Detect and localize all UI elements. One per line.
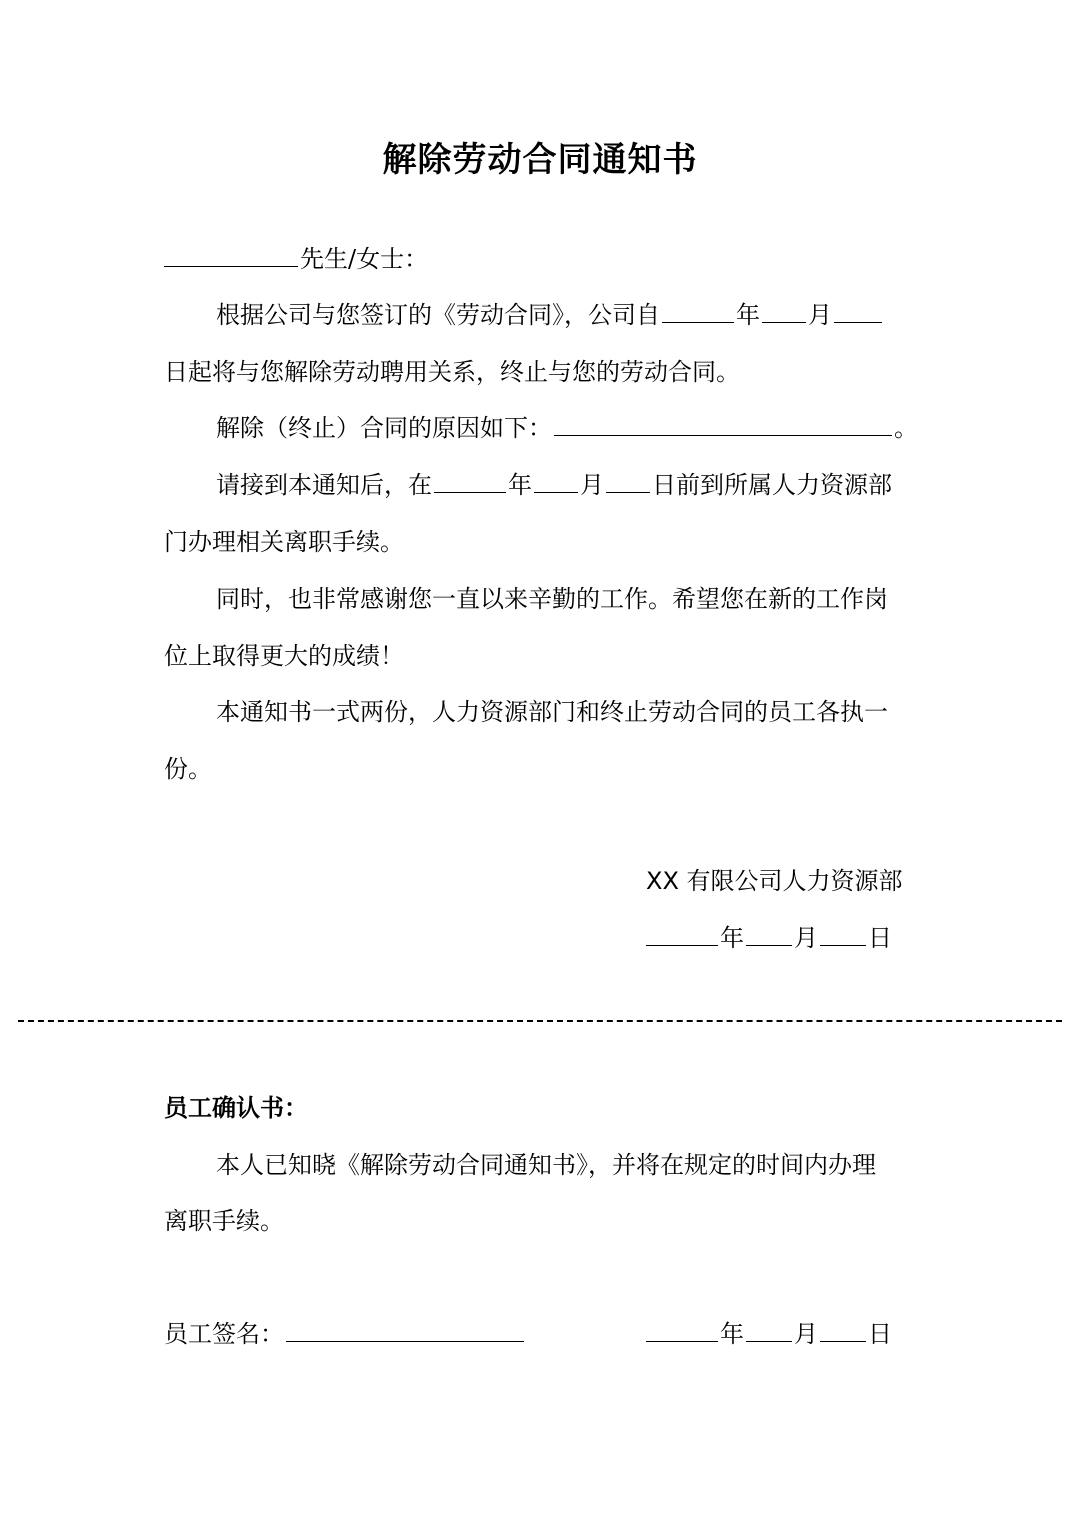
month-label: 月 [794, 1320, 818, 1348]
year-label: 年 [736, 301, 760, 329]
year-label: 年 [508, 471, 532, 499]
deadline-day-blank[interactable] [606, 468, 650, 493]
company-date [646, 921, 892, 955]
month-label: 月 [794, 924, 818, 952]
salutation-text: 先生/女士： [300, 245, 429, 273]
reason-label: 解除（终止）合同的原因如下： [216, 414, 552, 442]
notice-paragraph-3-line-1 [216, 468, 892, 502]
employee-month-blank[interactable] [746, 1317, 792, 1342]
document-title: 解除劳动合同通知书 [382, 140, 698, 180]
employee-day-blank[interactable] [820, 1317, 866, 1342]
company-signature [646, 864, 903, 898]
notice-paragraph-4-line-2: 位上取得更大的成绩！ [164, 642, 404, 670]
day-label: 日 [868, 1320, 892, 1348]
notice-paragraph-5-line-1: 本通知书一式两份，人力资源部门和终止劳动合同的员工各执一 [216, 698, 888, 726]
reason-blank[interactable] [554, 411, 892, 436]
notice-paragraph-5-line-2: 份。 [164, 755, 212, 783]
name-blank[interactable] [164, 242, 298, 267]
company-name: 有限公司人力资源部 [686, 867, 903, 895]
notice-text: 根据公司与您签订的《劳动合同》，公司自 [216, 301, 660, 329]
signature-blank[interactable] [286, 1317, 524, 1342]
confirmation-line-1: 本人已知晓《解除劳动合同通知书》，并将在规定的时间内办理 [216, 1151, 876, 1179]
month-label: 月 [808, 301, 832, 329]
deadline-month-blank[interactable] [534, 468, 578, 493]
employee-signature-line [164, 1317, 526, 1351]
reason-end: 。 [894, 414, 918, 442]
end-year-blank[interactable] [662, 298, 734, 323]
dashed-cut-line [18, 1020, 1062, 1022]
salutation-line [164, 242, 428, 276]
end-day-blank[interactable] [834, 298, 882, 323]
notice-paragraph-3-line-2: 门办理相关离职手续。 [164, 528, 404, 556]
notice-paragraph-1-line-1 [216, 298, 884, 332]
notice-text: 日前到所属人力资源部 [652, 471, 892, 499]
month-label: 月 [580, 471, 604, 499]
end-month-blank[interactable] [762, 298, 806, 323]
company-day-blank[interactable] [820, 921, 866, 946]
notice-text: 请接到本通知后，在 [216, 471, 432, 499]
day-label: 日 [868, 924, 892, 952]
signature-label: 员工签名： [164, 1320, 284, 1348]
company-prefix: XX [646, 867, 679, 895]
notice-paragraph-4-line-1: 同时，也非常感谢您一直以来辛勤的工作。希望您在新的工作岗 [216, 585, 888, 613]
year-label: 年 [720, 1320, 744, 1348]
year-label: 年 [720, 924, 744, 952]
company-year-blank[interactable] [646, 921, 718, 946]
notice-paragraph-1-line-2: 日起将与您解除劳动聘用关系，终止与您的劳动合同。 [164, 358, 740, 386]
notice-paragraph-2 [216, 411, 918, 445]
deadline-year-blank[interactable] [434, 468, 506, 493]
confirmation-heading: 员工确认书： [164, 1093, 308, 1122]
confirmation-line-2: 离职手续。 [164, 1207, 284, 1235]
company-month-blank[interactable] [746, 921, 792, 946]
employee-date [646, 1317, 892, 1351]
employee-year-blank[interactable] [646, 1317, 718, 1342]
